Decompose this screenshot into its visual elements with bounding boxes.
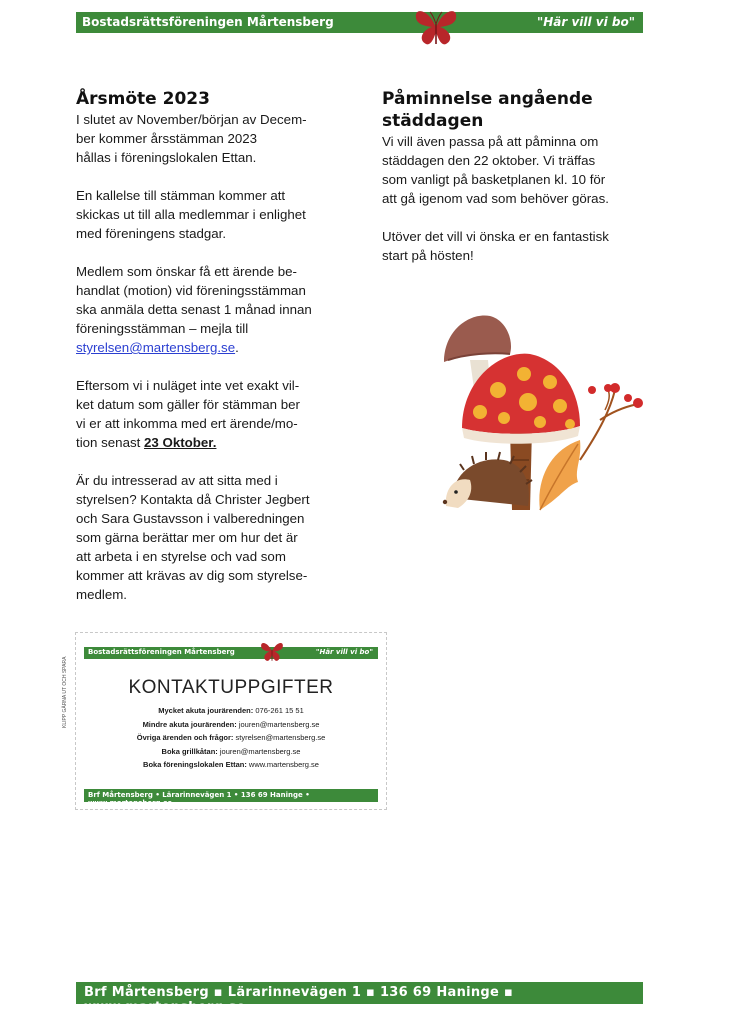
mushroom-hedgehog-illustration (440, 310, 650, 520)
contact-value: 076-261 15 51 (255, 706, 304, 715)
text-line: kommer att krävas av dig som styrelse- (76, 568, 308, 583)
contact-value: jouren@martensberg.se (219, 746, 301, 756)
paragraph-deadline (76, 376, 346, 452)
text-line: vi er att inkomma med ert ärende/mo- (76, 416, 298, 431)
contact-value: www.martensberg.se (248, 760, 319, 770)
text-line: Är du intresserad av att sitta med i (76, 473, 278, 488)
contact-row (76, 745, 386, 759)
card-header-bar (84, 647, 378, 659)
footer-address: Brf Mårtensberg ▪ Lärarinnevägen 1 ▪ 136 69 Haninge ▪ www.martensberg.se (84, 985, 514, 1015)
text-punct: . (235, 340, 239, 355)
contact-row (76, 758, 386, 772)
text-line: att arbeta i en styrelse och vad som (76, 549, 286, 564)
text-line: hållas i föreningslokalen Ettan. (76, 150, 257, 165)
deadline-date: 23 Oktober. (144, 435, 217, 450)
text-line: städdagen den 22 oktober. Vi träffas (382, 153, 596, 168)
contact-row (76, 704, 386, 718)
text-line: att gå igenom vad som behöver göras. (382, 191, 609, 206)
header-slogan: "Här vill vi bo" (536, 15, 635, 29)
text-line: I slutet av November/början av Decem- (76, 112, 307, 127)
text-line: som vanligt på basketplanen kl. 10 för (382, 172, 606, 187)
text-line: En kallelse till stämman kommer att (76, 188, 286, 203)
board-email-link[interactable]: styrelsen@martensberg.se (76, 340, 236, 355)
annual-meeting-section (76, 88, 346, 604)
text-line: medlem. (76, 587, 127, 602)
contact-label: Boka föreningslokalen Ettan: (143, 760, 247, 770)
text-line: tion senast (76, 435, 145, 450)
text-line: Eftersom vi i nuläget inte vet exakt vil- (76, 378, 300, 393)
contact-label: Boka grillkåtan: (161, 746, 218, 756)
cleaning-day-section (382, 88, 652, 265)
cut-out-hint: KLIPP GÄRNA UT OCH SPARA (62, 656, 68, 728)
text-line: och Sara Gustavsson i valberedningen (76, 511, 305, 526)
contact-label: Mindre akuta jourärenden: (142, 719, 237, 729)
paragraph-reminder (382, 132, 652, 208)
annual-meeting-title: Årsmöte 2023 (76, 89, 210, 109)
text-line: ber kommer årsstämman 2023 (76, 131, 258, 146)
cleaning-day-title (382, 88, 652, 132)
contact-value: jouren@martensberg.se (238, 719, 320, 729)
contact-row (76, 718, 386, 732)
text-line: Vi vill även passa på att påminna om (382, 134, 599, 149)
paragraph-autumn (382, 227, 652, 265)
text-line: föreningsstämman – mejla till (76, 321, 249, 336)
paragraph-motion (76, 262, 346, 357)
card-org-name: Bostadsrättsföreningen Mårtensberg (88, 648, 235, 656)
contact-label: Mycket akuta jourärenden: (158, 706, 254, 715)
contact-row (76, 731, 386, 745)
footer-bar (76, 982, 643, 1015)
text-line: ket datum som gäller för stämman ber (76, 397, 300, 412)
header-bar (76, 12, 643, 33)
paragraph-intro (76, 110, 346, 167)
text-line: handlat (motion) vid föreningsstämman (76, 283, 306, 298)
header-org-name: Bostadsrättsföreningen Mårtensberg (82, 15, 334, 29)
butterfly-icon (410, 0, 462, 52)
paragraph-notice (76, 186, 346, 243)
title-line: Påminnelse angående (382, 89, 593, 109)
card-slogan: "Här vill vi bo" (315, 648, 373, 656)
text-line: som gärna berättar mer om hur det är (76, 530, 298, 545)
contact-card (62, 632, 387, 810)
contact-value: styrelsen@martensberg.se (235, 733, 326, 743)
card-footer-address: Brf Mårtensberg • Lärarinnevägen 1 • 136 69 Haninge • www.martensberg.se (88, 791, 310, 807)
text-line: start på hösten! (382, 248, 474, 263)
text-line: styrelsen? Kontakta då Christer Jegbert (76, 492, 310, 507)
paragraph-board (76, 471, 346, 604)
butterfly-icon (258, 636, 286, 666)
text-line: skickas ut till alla medlemmar i enlighet (76, 207, 306, 222)
text-line: med föreningens stadgar. (76, 226, 227, 241)
text-line: Medlem som önskar få ett ärende be- (76, 264, 297, 279)
contact-list (76, 704, 386, 772)
card-footer-bar (84, 789, 378, 807)
text-line: ska anmäla detta senast 1 månad innan (76, 302, 312, 317)
text-line: Utöver det vill vi önska er en fantastisk (382, 229, 609, 244)
title-line: städdagen (382, 111, 484, 131)
card-title: KONTAKTUPPGIFTER (128, 677, 334, 698)
contact-label: Övriga ärenden och frågor: (136, 733, 234, 743)
